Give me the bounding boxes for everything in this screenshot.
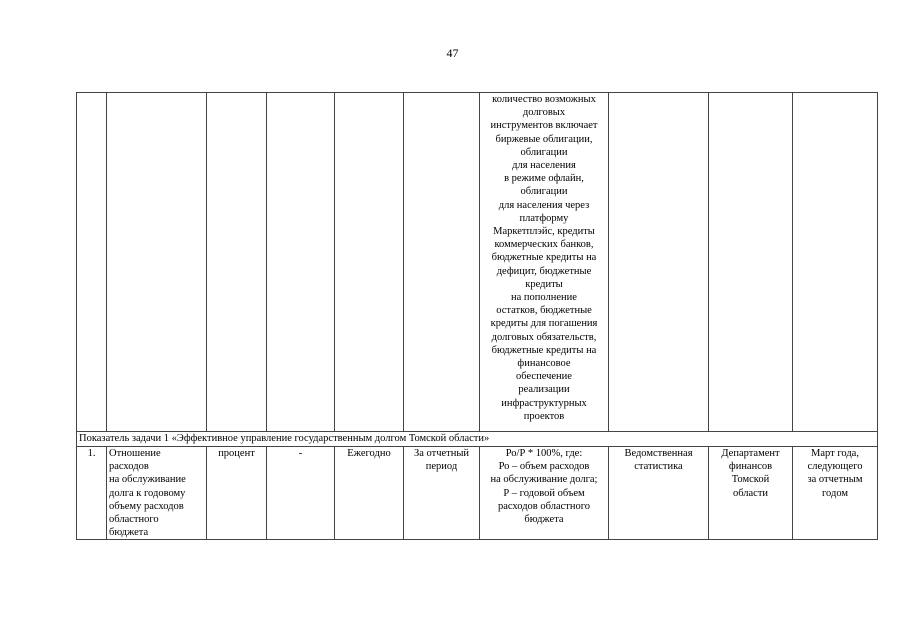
section-title: Показатель задачи 1 «Эффективное управление государственным долгом Томской области» (77, 432, 878, 447)
cell-empty (793, 93, 878, 432)
cell-empty (335, 93, 404, 432)
indicator-name: Отношение расходов на обслуживание долга к годовому объему расходов областного бюджета (107, 447, 207, 540)
indicator-row (77, 447, 878, 540)
period-cell: За отчетный период (404, 447, 480, 540)
page-number: 47 (446, 46, 459, 60)
continuation-text-cell: количество возможных долговых инструментов включает биржевые облигации, облигации для населения в режиме офлайн, облигации для населения через платформу Маркетплэйс, кредиты коммерческих банков, бюджетные кредиты на дефицит, бюджетные кредиты на пополнение остатков, бюджетные кредиты для погашения долговых обязательств, бюджетные кредиты на финансовое обеспечение реализации инфраструктурных проектов (480, 93, 609, 432)
formula-cell: Ро/Р * 100%, где: Ро – объем расходов на обслуживание долга; Р – годовой объем расходов областного бюджета (480, 447, 609, 540)
unit-cell: процент (207, 447, 267, 540)
cell-empty (267, 93, 335, 432)
indicator-table (76, 92, 878, 540)
deadline-cell: Март года, следующего за отчетным годом (793, 447, 878, 540)
frequency-cell: Ежегодно (335, 447, 404, 540)
dash-cell: - (267, 447, 335, 540)
cell-empty (77, 93, 107, 432)
cell-empty (709, 93, 793, 432)
cell-empty (207, 93, 267, 432)
cell-empty (107, 93, 207, 432)
section-header-row (77, 432, 878, 447)
continuation-row (77, 93, 878, 432)
source-cell: Ведомственная статистика (609, 447, 709, 540)
cell-empty (404, 93, 480, 432)
responsible-cell: Департамент финансов Томской области (709, 447, 793, 540)
row-number: 1. (77, 447, 107, 540)
cell-empty (609, 93, 709, 432)
